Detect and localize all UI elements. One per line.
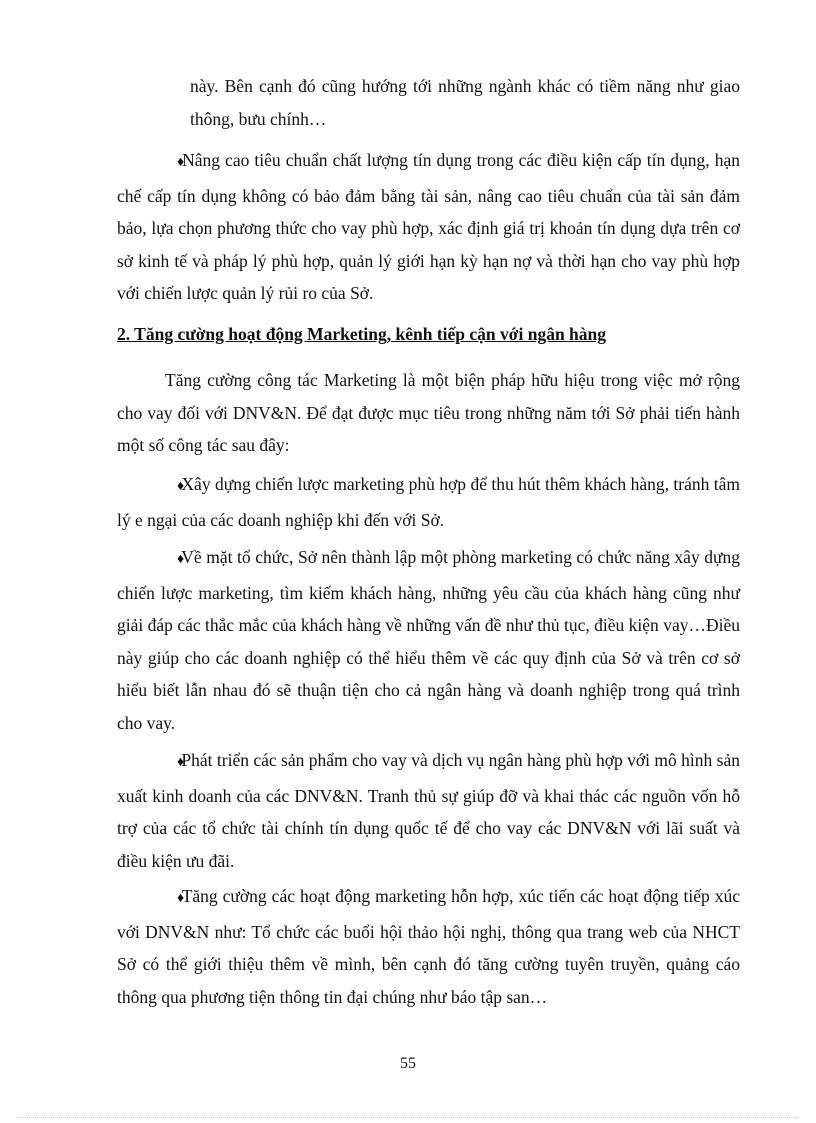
- bullet-paragraph-promotion: [117, 880, 740, 1013]
- paragraph-marketing-intro: Tăng cường công tác Marketing là một biện pháp hữu hiệu trong việc mở rộng cho vay đối với DNV&N. Để đạt được mục tiêu trong những năm tới Sở phải tiến hành một số công tác sau đây:: [117, 370, 740, 456]
- bullet-text: Tăng cường các hoạt động marketing hỗn hợp, xúc tiến các hoạt động tiếp xúc với DNV&N như: Tổ chức các buổi hội thảo hội nghị, thông qua trang web của NHCT Sở có thể giới thiệu thêm về mình, bên cạnh đó tăng cường tuyên truyền, quảng cáo thông qua phương tiện thông tin đại chúng như báo tập san…: [117, 886, 741, 1007]
- bullet-paragraph-strategy: [117, 468, 740, 536]
- bullet-text: Về mặt tổ chức, Sở nên thành lập một phòng marketing có chức năng xây dựng chiến lược marketing, tìm kiếm khách hàng, những yêu cầu của khách hàng cũng như giải đáp các thắc mắc của khách hàng về những vấn đề như thủ tục, điều kiện vay…Điều này giúp cho các doanh nghiệp có thể hiểu thêm về các quy định của Sở và trên cơ sở hiểu biết lẫn nhau đó sẽ thuận tiện cho cả ngân hàng và doanh nghiệp trong quá trình cho vay.: [117, 547, 740, 733]
- bullet-text: Phát triển các sản phẩm cho vay và dịch vụ ngân hàng phù hợp với mô hình sản xuất kinh doanh của các DNV&N. Tranh thủ sự giúp đỡ và khai thác các nguồn vốn hỗ trợ của các tổ chức tài chính tín dụng quốc tế để cho vay các DNV&N với lãi suất và điều kiện ưu đãi.: [117, 750, 740, 871]
- bullet-paragraph-organization: [117, 541, 740, 740]
- bullet-paragraph-credit-quality: [117, 144, 740, 310]
- bullet-text: Xây dựng chiến lược marketing phù hợp để thu hút thêm khách hàng, tránh tâm lý e ngại của các doanh nghiệp khi đến với Sở.: [117, 474, 741, 530]
- bullet-paragraph-products: [117, 744, 740, 877]
- section-heading: 2. Tăng cường hoạt động Marketing, kênh tiếp cận với ngân hàng: [117, 324, 607, 344]
- page-number: 55: [400, 1055, 416, 1072]
- paragraph-continuation: này. Bên cạnh đó cũng hướng tới những ngành khác có tiềm năng như giao thông, bưu chính…: [190, 76, 740, 129]
- bullet-text: Nâng cao tiêu chuẩn chất lượng tín dụng trong các điều kiện cấp tín dụng, hạn chế cấp tín dụng không có bảo đảm bằng tài sản, nâng cao tiêu chuẩn của tài sản đảm bảo, lựa chọn phương thức cho vay phù hợp, xác định giá trị khoản tín dụng dựa trên cơ sở kinh tế và pháp lý phù hợp, quản lý giới hạn kỳ hạn nợ và thời hạn cho vay phù hợp với chiến lược quản lý rủi ro của Sở.: [117, 150, 741, 304]
- page-bottom-divider: [18, 1117, 798, 1118]
